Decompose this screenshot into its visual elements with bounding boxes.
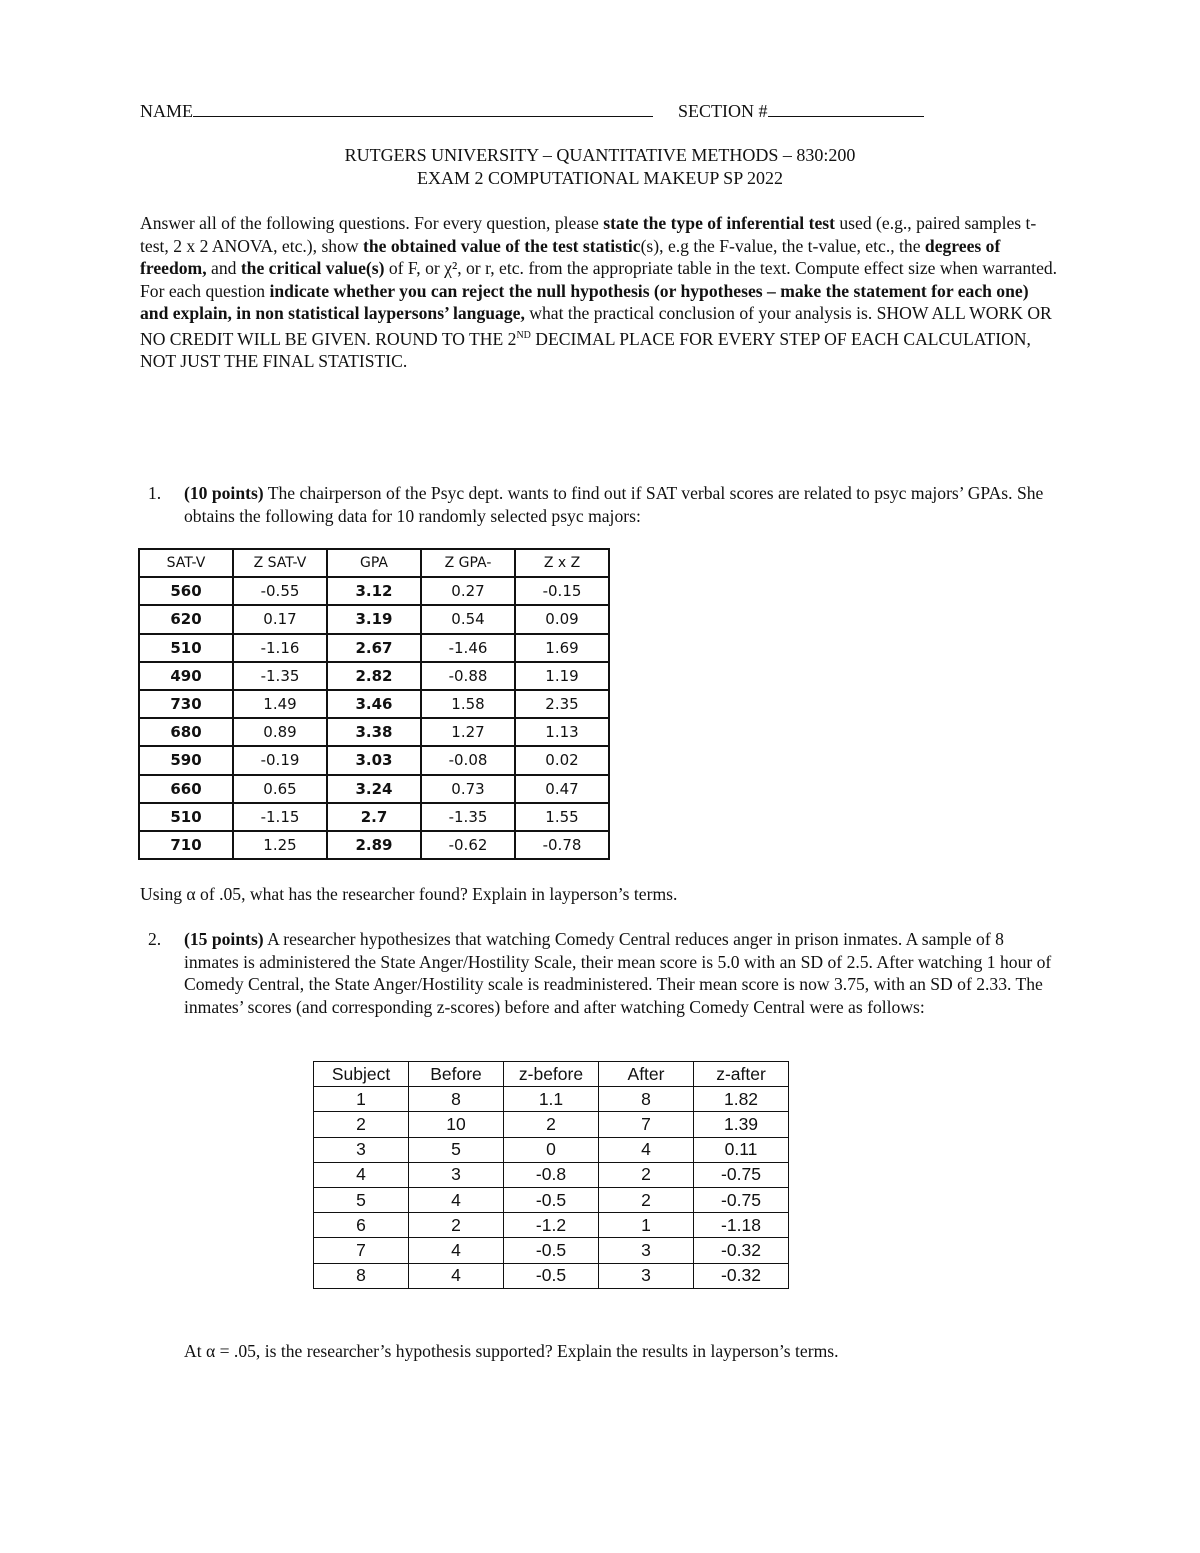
table-row xyxy=(139,803,609,831)
table-cell: 0.11 xyxy=(694,1137,789,1162)
table-cell: 1.69 xyxy=(515,634,609,662)
table-cell: -0.75 xyxy=(694,1162,789,1187)
table-cell: 0.09 xyxy=(515,605,609,633)
table-cell: 0.02 xyxy=(515,746,609,774)
anger-scores-table xyxy=(313,1061,789,1289)
table-cell: 590 xyxy=(139,746,233,774)
table-row xyxy=(314,1162,789,1187)
table-cell: 7 xyxy=(314,1238,409,1263)
table-cell: 2.82 xyxy=(327,662,421,690)
table-cell: 510 xyxy=(139,634,233,662)
table-row xyxy=(139,634,609,662)
table-row xyxy=(139,718,609,746)
table-cell: 0.54 xyxy=(421,605,515,633)
table-cell: 510 xyxy=(139,803,233,831)
table-cell: 3 xyxy=(599,1238,694,1263)
question-1-points: (10 points) xyxy=(184,483,264,503)
table-cell: 8 xyxy=(409,1087,504,1112)
table-row xyxy=(314,1112,789,1137)
table-cell: 2 xyxy=(504,1112,599,1137)
table-cell: 3 xyxy=(314,1137,409,1162)
table-cell: 2 xyxy=(599,1187,694,1212)
table-cell: -1.46 xyxy=(421,634,515,662)
table-cell: 1.27 xyxy=(421,718,515,746)
table-row xyxy=(139,662,609,690)
table-cell: 4 xyxy=(409,1263,504,1288)
col-header: Subject xyxy=(314,1062,409,1087)
name-label: NAME xyxy=(140,101,193,121)
table-row xyxy=(139,577,609,605)
col-header: Z x Z xyxy=(515,549,609,577)
table-cell: 3.19 xyxy=(327,605,421,633)
table-cell: 560 xyxy=(139,577,233,605)
table-cell: -0.32 xyxy=(694,1238,789,1263)
col-header: z-after xyxy=(694,1062,789,1087)
question-2-points: (15 points) xyxy=(184,929,264,949)
table-cell: 5 xyxy=(409,1137,504,1162)
table-cell: 490 xyxy=(139,662,233,690)
table-cell: 0.73 xyxy=(421,775,515,803)
table-cell: 1.25 xyxy=(233,831,327,859)
table-cell: 3.46 xyxy=(327,690,421,718)
table-cell: 2.67 xyxy=(327,634,421,662)
table-cell: 710 xyxy=(139,831,233,859)
table-cell: 0.17 xyxy=(233,605,327,633)
table-cell: -0.32 xyxy=(694,1263,789,1288)
sat-gpa-table xyxy=(138,548,610,860)
table-row xyxy=(314,1238,789,1263)
table-row xyxy=(139,746,609,774)
table-cell: 3 xyxy=(599,1263,694,1288)
table-cell: 6 xyxy=(314,1213,409,1238)
table-row xyxy=(139,831,609,859)
table-cell: 1.19 xyxy=(515,662,609,690)
table-cell: 660 xyxy=(139,775,233,803)
table-cell: -1.2 xyxy=(504,1213,599,1238)
table-cell: -0.5 xyxy=(504,1187,599,1212)
table-cell: -0.5 xyxy=(504,1238,599,1263)
table-row xyxy=(139,690,609,718)
table-cell: 2.7 xyxy=(327,803,421,831)
table-row xyxy=(139,775,609,803)
table-cell: 730 xyxy=(139,690,233,718)
col-header: SAT-V xyxy=(139,549,233,577)
table-cell: 5 xyxy=(314,1187,409,1212)
question-1 xyxy=(148,482,1060,527)
table-cell: 4 xyxy=(409,1187,504,1212)
table-cell: 10 xyxy=(409,1112,504,1137)
question-1-text: The chairperson of the Psyc dept. wants to find out if SAT verbal scores are related to psyc majors’ GPAs. She obtains the following data for 10 randomly selected psyc majors: xyxy=(184,483,1044,526)
table-cell: -0.88 xyxy=(421,662,515,690)
table-cell: -0.75 xyxy=(694,1187,789,1212)
table-cell: 1.39 xyxy=(694,1112,789,1137)
table-cell: -1.35 xyxy=(233,662,327,690)
table-cell: 4 xyxy=(409,1238,504,1263)
table-cell: -1.18 xyxy=(694,1213,789,1238)
question-2-prompt: At α = .05, is the researcher’s hypothesis supported? Explain the results in layperson’s terms. xyxy=(184,1341,839,1361)
table-cell: 1.13 xyxy=(515,718,609,746)
table-cell: 1.82 xyxy=(694,1087,789,1112)
table-cell: 2 xyxy=(599,1162,694,1187)
table-cell: -0.5 xyxy=(504,1263,599,1288)
table-cell: -1.16 xyxy=(233,634,327,662)
header-line xyxy=(140,98,924,122)
table-cell: 2 xyxy=(314,1112,409,1137)
table-cell: 620 xyxy=(139,605,233,633)
table-cell: 1.58 xyxy=(421,690,515,718)
table-cell: 7 xyxy=(599,1112,694,1137)
table-cell: 4 xyxy=(314,1162,409,1187)
table-cell: -1.35 xyxy=(421,803,515,831)
table-cell: 2.35 xyxy=(515,690,609,718)
table-cell: 0.27 xyxy=(421,577,515,605)
table-cell: 8 xyxy=(314,1263,409,1288)
section-blank xyxy=(768,98,924,117)
table-row xyxy=(139,605,609,633)
table-cell: 0 xyxy=(504,1137,599,1162)
question-1-number: 1. xyxy=(148,483,162,503)
table-row xyxy=(314,1137,789,1162)
table-cell: 3.12 xyxy=(327,577,421,605)
table-cell: -1.15 xyxy=(233,803,327,831)
section-label: SECTION # xyxy=(678,101,768,121)
table-row xyxy=(314,1263,789,1288)
table-cell: -0.15 xyxy=(515,577,609,605)
col-header: GPA xyxy=(327,549,421,577)
table-cell: 1 xyxy=(599,1213,694,1238)
col-header: z-before xyxy=(504,1062,599,1087)
table-cell: 3.24 xyxy=(327,775,421,803)
table-row xyxy=(314,1213,789,1238)
table-cell: -0.8 xyxy=(504,1162,599,1187)
table-cell: -0.19 xyxy=(233,746,327,774)
table-cell: 4 xyxy=(599,1137,694,1162)
table-cell: -0.62 xyxy=(421,831,515,859)
table-cell: 0.89 xyxy=(233,718,327,746)
table-cell: 3.38 xyxy=(327,718,421,746)
table-cell: 0.65 xyxy=(233,775,327,803)
question-1-prompt: Using α of .05, what has the researcher found? Explain in layperson’s terms. xyxy=(140,884,678,904)
table-cell: -0.78 xyxy=(515,831,609,859)
col-header: After xyxy=(599,1062,694,1087)
col-header: Z GPA- xyxy=(421,549,515,577)
table-header-row xyxy=(314,1062,789,1087)
exam-title: EXAM 2 COMPUTATIONAL MAKEUP SP 2022 xyxy=(416,168,784,188)
table-cell: -0.55 xyxy=(233,577,327,605)
col-header: Before xyxy=(409,1062,504,1087)
course-title: RUTGERS UNIVERSITY – QUANTITATIVE METHODS – 830:200 xyxy=(344,145,856,165)
question-2 xyxy=(148,928,1060,1018)
table-cell: 1.1 xyxy=(504,1087,599,1112)
table-cell: 3 xyxy=(409,1162,504,1187)
table-row xyxy=(314,1087,789,1112)
instructions: Answer all of the following questions. For every question, please state the type of inferential test used (e.g., paired samples t-test, 2 x 2 ANOVA, etc.), show the obtained value of the test statistic(s), e.g the F-value, the t-value, etc., the degrees of freedom, and the critical value(s) of F, or χ², or r, etc. from the appropriate table in the text. Compute effect size when warranted. For each question indicate whether you can reject the null hypothesis (or hypotheses – make the statement for each one) and explain, in non statistical laypersons’ language, what the practical conclusion of your analysis is. SHOW ALL WORK OR NO CREDIT WILL BE GIVEN. ROUND TO THE 2ND DECIMAL PLACE FOR EVERY STEP OF EACH CALCULATION, NOT JUST THE FINAL STATISTIC. xyxy=(140,213,1058,372)
question-2-number: 2. xyxy=(148,929,162,949)
table-cell: 8 xyxy=(599,1087,694,1112)
name-blank xyxy=(193,98,653,117)
table-cell: 0.47 xyxy=(515,775,609,803)
col-header: Z SAT-V xyxy=(233,549,327,577)
table-cell: 680 xyxy=(139,718,233,746)
table-cell: 2.89 xyxy=(327,831,421,859)
table-cell: 1.49 xyxy=(233,690,327,718)
table-header-row xyxy=(139,549,609,577)
table-cell: 1.55 xyxy=(515,803,609,831)
table-cell: -0.08 xyxy=(421,746,515,774)
table-cell: 1 xyxy=(314,1087,409,1112)
question-2-text: A researcher hypothesizes that watching Comedy Central reduces anger in prison inmates. A sample of 8 inmates is administered the State Anger/Hostility Scale, their mean score is 5.0 with an SD of 2.5. After watching 1 hour of Comedy Central, the State Anger/Hostility scale is readministered. Their mean score is now 3.75, with an SD of 2.33. The inmates’ scores (and corresponding z-scores) before and after watching Comedy Central were as follows: xyxy=(184,929,1052,1017)
table-cell: 3.03 xyxy=(327,746,421,774)
table-row xyxy=(314,1187,789,1212)
table-cell: 2 xyxy=(409,1213,504,1238)
